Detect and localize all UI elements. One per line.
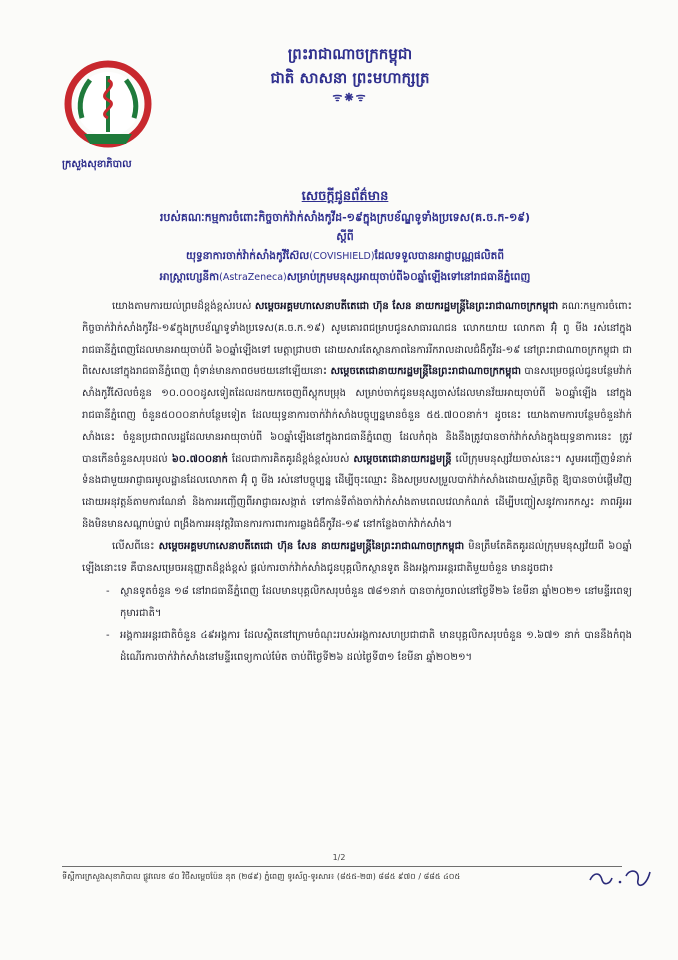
page-number: 1/2 [332,853,346,862]
p2-intro: លើសពីនេះ [112,540,159,552]
subject-line-2-start: អាស្ត្រាហ្សេនីកា [159,271,220,283]
kingdom-name: ព្រះរាជាណាចក្រកម្ពុជា [287,45,413,63]
kingdom-header [230,42,470,106]
covishield-label: (COVISHIELD) [309,251,375,262]
subject-line-2 [60,267,630,288]
footer-divider [62,866,622,867]
emblem-base [84,134,132,144]
initials-dot [619,881,622,884]
document-type: សេចក្តីជូនព័ត៌មាន [301,189,389,204]
initials-stroke-1 [590,874,612,884]
committee-name: របស់គណៈកម្មការចំពោះកិច្ចចាក់វ៉ាក់សាំងកូវីដ-១៩ក្នុងក្របខ័ណ្ឌទូទាំងប្រទេស(គ.ច.ក-១៩) [159,211,531,224]
subject-line-1-start: យុទ្ធនាការចាក់វ៉ាក់សាំងកូវីស៊ែល [185,250,310,262]
p1-text: គណៈកម្មការចំពោះកិច្ចចាក់វ៉ាក់សាំងកូវីដ-១៩ក្នុងក្របខ័ណ្ឌទូទាំងប្រទេស(គ.ច.ក.១៩) សូមគោរពជម្រាបជូនសាធារណជន លោកយាយ លោកតា អ៊ុំ ពូ មីង រស់នៅក្នុងរាជធានីភ្នំពេញដែលមានអាយុចាប់ពី ៦០ឆ្នាំឡើងទៅ មេត្តាជ្រាបថា ដោយសារតែស្ថានភាពនៃការរីករាលដាលជំងឺកូវីដ-១៩ នៅព្រះរាជាណាចក្រកម្ពុជា ជាពិសេសនៅក្នុងរាជធានីភ្នំពេញ ពុំទាន់មានភាពថមថយនៅឡើយនោះ [82,301,632,378]
ministry-label: ក្រសួងសុខាភិបាល [62,159,132,170]
p2-prime-minister: សម្តេចអគ្គមហាសេនាបតីតេជោ ហ៊ុន សែន នាយករដ្ឋមន្ត្រីនៃព្រះរាជាណាចក្រកម្ពុជា [158,540,465,552]
regarding-label: ស្តីពី [336,230,354,243]
p1-prime-minister: សម្តេចអគ្គមហាសេនាបតីតេជោ ហ៊ុន សែន នាយករដ្ឋមន្ត្រីនៃព្រះរាជាណាចក្រកម្ពុជា [254,301,559,312]
p1-text-2: បានសម្រេចផ្តល់ជូនបន្ថែមវ៉ាក់សាំងកូវីស៊ែលចំនួន ១០.០០០ដូសទៀតដែលដកយកចេញពីស្តុកបម្រុង សម្រាប់ចាក់ជូនមនុស្សចាស់ដែលមានវ័យអាយុចាប់ពី ៦០ឆ្នាំឡើង នៅក្នុងរាជធានីភ្នំពេញ ចំនួន៥០០០នាក់បន្ថែមទៀត ដែលយុទ្ធនាការចាក់វ៉ាក់សាំងបច្ចុប្បន្នមានចំនួន ៥៥.៧០០នាក់។ ដូចនេះ យោងតាមការបន្ថែមចំនួនវ៉ាក់សាំងនេះ ចំនួនប្រជាពលរដ្ឋដែលមានអាយុចាប់ពី ៦០ឆ្នាំឡើងនៅក្នុងរាជធានីភ្នំពេញ ដែលកំពុង និងនឹងត្រូវបានចាក់វ៉ាក់សាំងក្នុងយុទ្ធនាការនេះ ត្រូវបានកើនចំនួនសរុបដល់ [82,366,632,465]
initials-stroke-2 [626,871,650,885]
subject-line-1-end: ដែលទទួលបានអាជ្ញាបណ្ណផលិតពី [374,250,505,262]
handwritten-initials [586,862,656,892]
paragraph-1 [82,296,632,536]
p1-intro: យោងតាមការយល់ព្រមដ៏ខ្ពង់ខ្ពស់របស់ [112,301,255,312]
p1-total: ៦០.៧០០នាក់ [171,453,228,465]
beneficiary-list [82,581,632,668]
paragraph-2 [82,536,632,580]
p1-prime-minister-3: សម្តេចតេជោនាយករដ្ឋមន្ត្រី [353,453,452,465]
document-titles [60,186,630,288]
footer-address: ទីស្តីការក្រសួងសុខាភិបាល ផ្លូវលេខ ៨០ វិថីសម្តេចប៉ែន នុត (២៨៩) ភ្នំពេញ ទូរស័ព្ទ-ទូរសារ៖ (៨៥៥-២៣) ៨៨៥ ៩៧០ / ៨៨៥ ៤០៥ [62,872,461,881]
subject-line-1 [60,246,630,267]
astrazeneca-label: (AstraZeneca) [219,272,287,283]
p2-text: មិនត្រឹមតែគិតគូរដល់ក្រុមមនុស្សវ័យពី ៦០ឆ្នាំឡើងនោះទេ គឺបានសម្រេចអនុញ្ញាតដ៏ខ្ពង់ខ្ពស់ ផ្តល់ការចាក់វ៉ាក់សាំងជូនបុគ្គលិកស្ថានទូត និងអង្គការអន្តរជាតិមួយចំនួន មានដូចជា៖ [82,540,632,574]
document-body [82,296,632,669]
ministry-of-health-emblem [62,58,154,153]
national-motto: ជាតិ សាសនា ព្រះមហាក្សត្រ [270,69,430,87]
list-item: - អង្គការអន្តរជាតិចំនួន ៤៩អង្គការ ដែលស្ថិតនៅក្រោមចំណុះរបស់អង្គការសហប្រជាជាតិ មានបុគ្គលិកសរុបចំនួន ១.៦៧១ នាក់ បាននឹងកំពុងដំណើរការចាក់វ៉ាក់សាំងនៅមន្ទីរពេទ្យកាល់ម៉ែត ចាប់ពីថ្ងៃទី២៦ ដល់ថ្ងៃទី៣១ ខែមីនា ឆ្នាំ២០២១។ [106,625,632,669]
subject-line-2-end: សម្រាប់ក្រុមមនុស្សអាយុចាប់ពី៦០ឆ្នាំឡើងទៅនៅរាជធានីភ្នំពេញ [286,271,531,283]
p1-text-4: លើក្រុមមនុស្សវ័យចាស់នេះ។ សូមអញ្ជើញទំនាក់ទំនងជាមួយអាជ្ញាធរមូលដ្ឋានដែលលោកតា អ៊ុំ ពូ មីង រស់នៅបច្ចុប្បន្ន ដើម្បីចុះឈ្មោះ និងសម្របសម្រួលបាក់វ៉ាក់សាំងដោយស្ម័គ្រចិត្ត ឱ្យបានចាប់ផ្តើមវិញ ដោយអនុវត្តន៍តាមការណែនាំ និងការអញ្ជើញពីអាជ្ញាធរសង្កាត់ ទៅកាន់ទីតាំងចាក់វ៉ាក់សាំងតាមពេលវេលាកំណត់ ដើម្បីបញ្ចៀសនូវការកកស្ទះ ភាពអ៊ូអរ និងមិនមានសណ្តាប់ធ្នាប់ ពង្រឹងការអនុវត្តវិធានការការពារការឆ្លងជំងឺកូវីដ-១៩ នៅកន្លែងចាក់វ៉ាក់សាំង។ [82,453,633,530]
p1-text-3: ដែលជាការគិតគូរដ៏ខ្ពង់ខ្ពស់របស់ [227,453,354,465]
p1-prime-minister-2: សម្តេចតេជោនាយករដ្ឋមន្ត្រីនៃព្រះរាជាណាចក្រកម្ពុជា [330,366,522,378]
header-ornament: ᯤ❋ᯤ [332,91,368,104]
emblem-staff [106,76,110,132]
list-item: - ស្ថានទូតចំនួន ១៨ នៅរាជធានីភ្នំពេញ ដែលមានបុគ្គលិកសរុបចំនួន ៧៨១នាក់ បានចាក់រួចរាល់នៅថ្ងៃទី២៦ ខែមីនា ឆ្នាំ២០២១ នៅមន្ទីរពេទ្យកុមារជាតិ។ [106,581,632,625]
